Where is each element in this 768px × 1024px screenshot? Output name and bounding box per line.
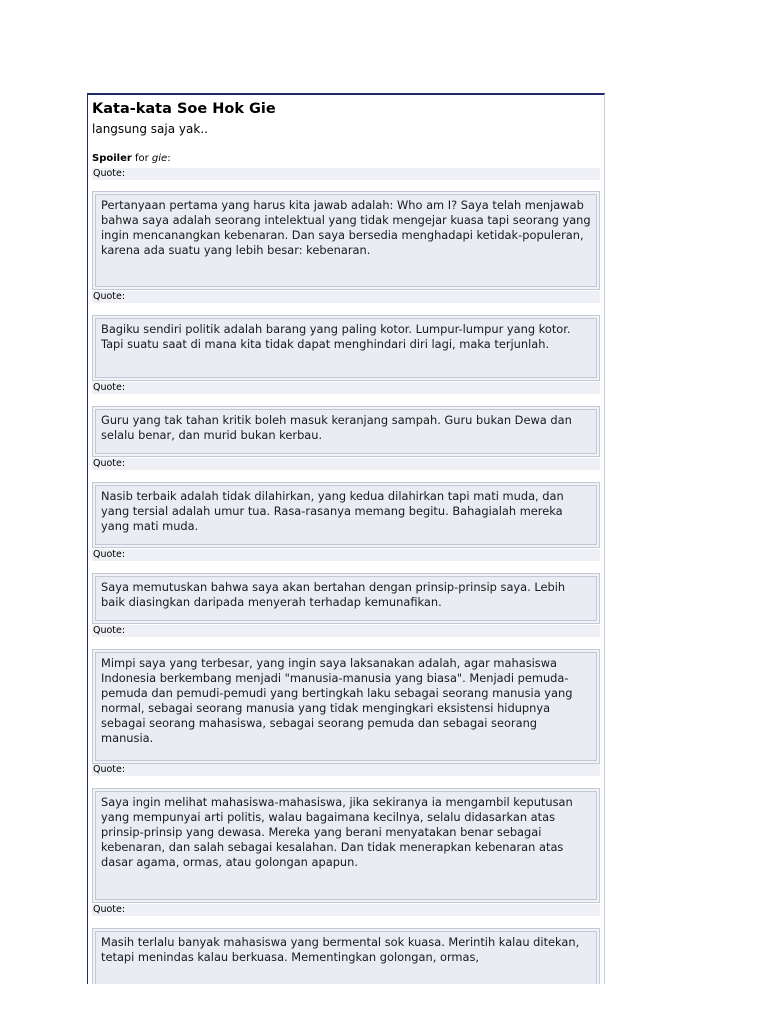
quote-text: Nasib terbaik adalah tidak dilahirkan, yang kedua dilahirkan tapi mati muda, dan yang tersial adalah umur tua. Rasa-rasanya memang begitu. Bahagialah mereka yang mati muda. xyxy=(95,485,597,545)
quote-text: Pertanyaan pertama yang harus kita jawab adalah: Who am I? Saya telah menjawab bahwa saya adalah seorang intelektual yang tidak mengejar kuasa tapi seorang yang ingin mencanangkan kebenaran. Dan saya bersedia menghadapi ketidak-populeran, karena ada suatu yang lebih besar: kebenaran. xyxy=(95,194,597,287)
spoiler-label: Spoiler xyxy=(92,153,132,164)
quote-label: Quote: xyxy=(92,549,600,561)
quote-text: Saya ingin melihat mahasiswa-mahasiswa, jika sekiranya ia mengambil keputusan yang mempunyai arti politis, walau bagaimana kecilnya, selalu didasarkan atas prinsip-prinsip yang dewasa. Mereka yang berani menyatakan benar sebagai kebenaran, dan salah sebagai kesalahan. Dan tidak menerapkan kebenaran atas dasar agama, ormas, atau golongan apapun. xyxy=(95,791,597,900)
quote-text: Mimpi saya yang terbesar, yang ingin saya laksanakan adalah, agar mahasiswa Indonesia berkembang menjadi "manusia-manusia yang biasa". Menjadi pemuda-pemuda dan pemudi-pemudi yang bertingkah laku sebagai seorang manusia yang normal, sebagai seorang manusia yang tidak mengingkari eksistensi hidupnya sebagai seorang mahasiswa, sebagai seorang pemuda dan sebagai seorang manusia. xyxy=(95,652,597,761)
quote-text: Guru yang tak tahan kritik boleh masuk keranjang sampah. Guru bukan Dewa dan selalu benar, dan murid bukan kerbau. xyxy=(95,409,597,454)
quote-label: Quote: xyxy=(92,168,600,180)
quote-label: Quote: xyxy=(92,291,600,303)
quote-block xyxy=(92,482,600,548)
post-title: Kata-kata Soe Hok Gie xyxy=(92,101,276,117)
quote-block xyxy=(92,788,600,903)
quote-text: Saya memutuskan bahwa saya akan bertahan dengan prinsip-prinsip saya. Lebih baik diasingkan daripada menyerah terhadap kemunafikan. xyxy=(95,576,597,621)
spoiler-target: gie xyxy=(151,153,168,164)
quote-block xyxy=(92,649,600,764)
post-subtitle: langsung saja yak.. xyxy=(92,122,208,136)
spoiler-for-text: for xyxy=(131,153,152,164)
quote-block xyxy=(92,573,600,624)
spoiler-colon: : xyxy=(167,153,171,164)
quote-block xyxy=(92,315,600,381)
quote-label: Quote: xyxy=(92,904,600,916)
spoiler-header[interactable] xyxy=(92,153,171,164)
quote-label: Quote: xyxy=(92,625,600,637)
quote-block xyxy=(92,191,600,290)
quote-label: Quote: xyxy=(92,382,600,394)
quote-text: Masih terlalu banyak mahasiswa yang bermental sok kuasa. Merintih kalau ditekan, tetapi menindas kalau berkuasa. Mementingkan golongan, ormas, xyxy=(95,931,597,984)
forum-post xyxy=(87,93,605,984)
quote-label: Quote: xyxy=(92,764,600,776)
quote-label: Quote: xyxy=(92,458,600,470)
quote-text: Bagiku sendiri politik adalah barang yang paling kotor. Lumpur-lumpur yang kotor. Tapi suatu saat di mana kita tidak dapat menghindari diri lagi, maka terjunlah. xyxy=(95,318,597,378)
quote-block xyxy=(92,406,600,457)
quote-block xyxy=(92,928,600,984)
